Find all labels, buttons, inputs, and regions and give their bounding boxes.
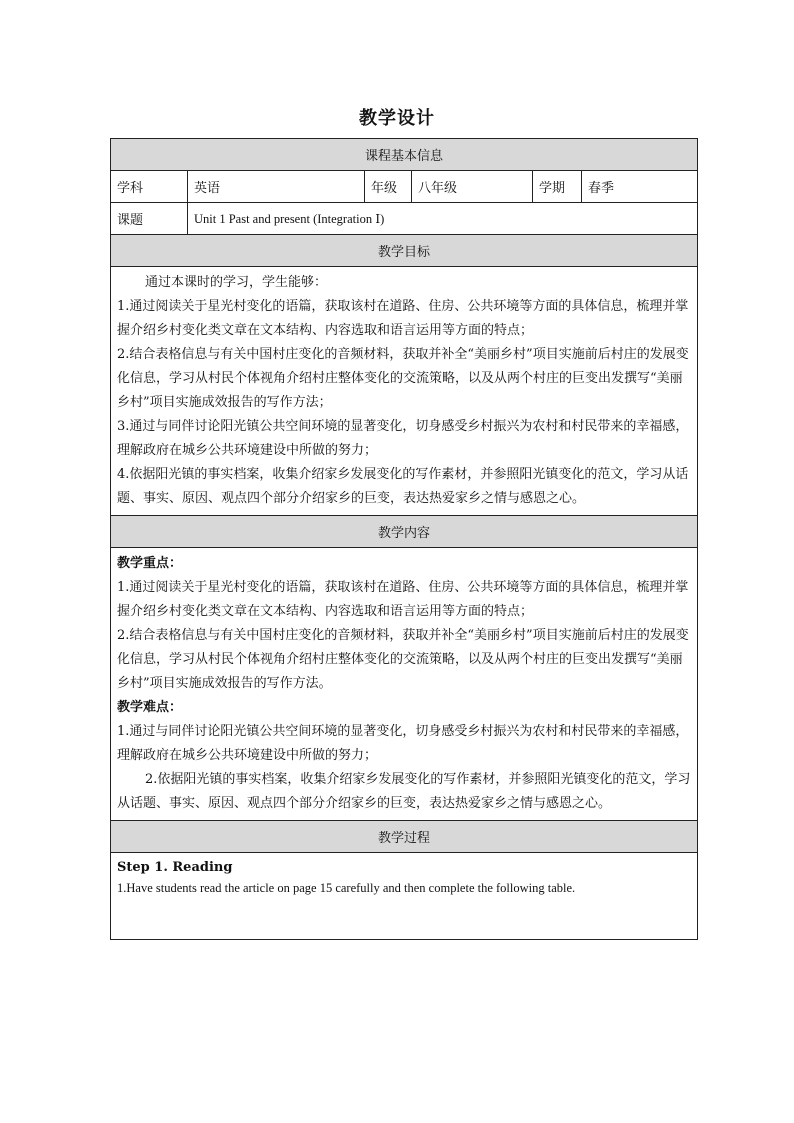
grade-value: 八年级 (412, 171, 533, 203)
process-header-row (111, 821, 698, 853)
process-block (111, 853, 698, 940)
difficult-point-item: 1.通过与同伴讨论阳光镇公共空间环境的显著变化，切身感受乡村振兴为农村和村民带来的幸福感，理解政府在城乡公共环境建设中所做的努力； (117, 724, 689, 763)
objective-item: 4.依据阳光镇的事实档案，收集介绍家乡发展变化的写作素材，并参照阳光镇变化的范文，学习从话题、事实、原因、观点四个部分介绍家乡的巨变，表达热爱家乡之情与感恩之心。 (117, 467, 689, 506)
difficult-points-label: 教学难点： (117, 700, 183, 715)
term-label: 学期 (533, 171, 582, 203)
basic-info-header: 课程基本信息 (111, 139, 698, 171)
lesson-plan-table (110, 138, 698, 940)
basic-info-header-row (111, 139, 698, 171)
step-title: Step 1. Reading (117, 860, 233, 875)
objectives-row (111, 267, 698, 516)
objective-item: 3.通过与同伴讨论阳光镇公共空间环境的显著变化，切身感受乡村振兴为农村和村民带来的幸福感，理解政府在城乡公共环境建设中所做的努力； (117, 419, 689, 458)
content-block (111, 548, 698, 821)
process-header: 教学过程 (111, 821, 698, 853)
objectives-header-row (111, 235, 698, 267)
objectives-header: 教学目标 (111, 235, 698, 267)
topic-value: Unit 1 Past and present (Integration Ⅰ) (188, 203, 698, 235)
document-title: 教学设计 (359, 108, 435, 129)
term-value: 春季 (582, 171, 698, 203)
content-row (111, 548, 698, 821)
objectives-intro: 通过本课时的学习，学生能够： (145, 275, 328, 290)
key-point-item: 2.结合表格信息与有关中国村庄变化的音频材料，获取并补全“美丽乡村”项目实施前后村庄的发展变化信息，学习从村民个体视角介绍村庄整体变化的交流策略，以及从两个村庄的巨变出发撰写“美丽乡村”项目实施成效报告的写作方法。 (117, 628, 689, 691)
subject-label: 学科 (111, 171, 188, 203)
process-row (111, 853, 698, 940)
topic-label: 课题 (111, 203, 188, 235)
subject-value: 英语 (188, 171, 365, 203)
key-point-item: 1.通过阅读关于星光村变化的语篇，获取该村在道路、住房、公共环境等方面的具体信息，梳理并掌握介绍乡村变化类文章在文本结构、内容选取和语言运用等方面的特点； (117, 580, 689, 619)
basic-info-row (111, 171, 698, 203)
difficult-point-item: 2.依据阳光镇的事实档案，收集介绍家乡发展变化的写作素材，并参照阳光镇变化的范文，学习从话题、事实、原因、观点四个部分介绍家乡的巨变，表达热爱家乡之情与感恩之心。 (117, 772, 691, 811)
objective-item: 1.通过阅读关于星光村变化的语篇，获取该村在道路、住房、公共环境等方面的具体信息，梳理并掌握介绍乡村变化类文章在文本结构、内容选取和语言运用等方面的特点； (117, 299, 689, 338)
objective-item: 2.结合表格信息与有关中国村庄变化的音频材料，获取并补全“美丽乡村”项目实施前后村庄的发展变化信息，学习从村民个体视角介绍村庄整体变化的交流策略，以及从两个村庄的巨变出发撰写“美丽乡村”项目实施成效报告的写作方法； (117, 347, 689, 410)
objectives-block (111, 267, 698, 516)
step-text: 1.Have students read the article on page 15 carefully and then complete the following table. (117, 881, 576, 895)
content-header-row (111, 516, 698, 548)
content-header: 教学内容 (111, 516, 698, 548)
key-points-label: 教学重点： (117, 556, 183, 571)
grade-label: 年级 (365, 171, 412, 203)
topic-row (111, 203, 698, 235)
